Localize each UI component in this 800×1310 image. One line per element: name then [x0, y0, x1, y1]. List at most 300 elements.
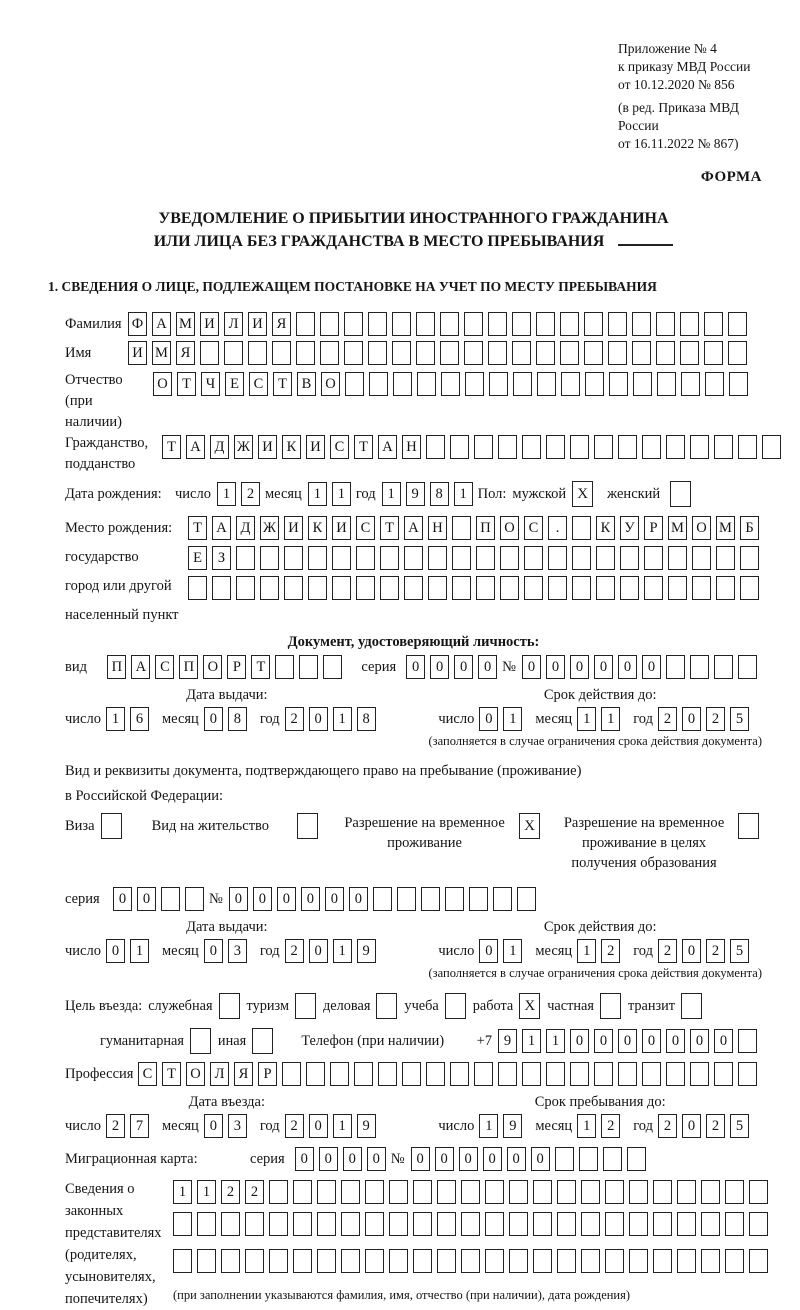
cell-box[interactable] [509, 1180, 528, 1204]
cell-box[interactable]: 9 [498, 1029, 517, 1053]
cell-box[interactable]: 5 [730, 939, 749, 963]
cell-box[interactable] [365, 1180, 384, 1204]
cell-box[interactable] [656, 312, 675, 336]
cell-box[interactable]: А [152, 312, 171, 336]
cell-box[interactable] [522, 435, 541, 459]
cell-box[interactable] [354, 1062, 373, 1086]
cell-box[interactable] [725, 1249, 744, 1273]
cell-box[interactable] [428, 546, 447, 570]
cell-box[interactable]: 1 [333, 939, 352, 963]
cell-box[interactable] [320, 312, 339, 336]
cell-box[interactable] [533, 1212, 552, 1236]
purpose-ucheba-checkbox[interactable] [445, 993, 466, 1019]
cell-box[interactable]: 3 [228, 939, 247, 963]
id-until-day[interactable] [479, 707, 527, 731]
birth-year-field[interactable] [382, 482, 478, 506]
cell-box[interactable] [716, 576, 735, 600]
entry-day[interactable] [106, 1114, 154, 1138]
cell-box[interactable] [572, 546, 591, 570]
cell-box[interactable] [633, 372, 652, 396]
cell-box[interactable] [524, 546, 543, 570]
cell-box[interactable] [488, 341, 507, 365]
cell-box[interactable]: Н [402, 435, 421, 459]
cell-box[interactable]: Н [428, 516, 447, 540]
cell-box[interactable] [413, 1180, 432, 1204]
cell-box[interactable] [513, 372, 532, 396]
cell-box[interactable] [594, 1062, 613, 1086]
stay-until-year[interactable] [658, 1114, 754, 1138]
cell-box[interactable] [236, 546, 255, 570]
cell-box[interactable] [690, 655, 709, 679]
cell-box[interactable]: В [297, 372, 316, 396]
cell-box[interactable]: М [152, 341, 171, 365]
cell-box[interactable] [517, 887, 536, 911]
cell-box[interactable]: 1 [173, 1180, 192, 1204]
cell-box[interactable]: 0 [204, 1114, 223, 1138]
cell-box[interactable] [389, 1212, 408, 1236]
cell-box[interactable]: 2 [706, 1114, 725, 1138]
cell-box[interactable] [173, 1249, 192, 1273]
cell-box[interactable]: Ч [201, 372, 220, 396]
cell-box[interactable]: С [330, 435, 349, 459]
cell-box[interactable]: Я [234, 1062, 253, 1086]
cell-box[interactable] [365, 1212, 384, 1236]
cell-box[interactable] [320, 341, 339, 365]
cell-box[interactable]: 0 [570, 1029, 589, 1053]
cell-box[interactable] [200, 341, 219, 365]
cell-box[interactable] [690, 1062, 709, 1086]
cell-box[interactable]: 2 [658, 939, 677, 963]
purpose-sluzhebnaya-checkbox[interactable] [219, 993, 240, 1019]
cell-box[interactable] [296, 341, 315, 365]
permit-until-month[interactable] [577, 939, 625, 963]
cell-box[interactable]: 9 [357, 939, 376, 963]
cell-box[interactable] [296, 312, 315, 336]
cell-box[interactable]: 0 [343, 1147, 362, 1171]
female-checkbox[interactable] [670, 481, 691, 507]
cell-box[interactable] [738, 1029, 757, 1053]
cell-box[interactable] [608, 341, 627, 365]
cell-box[interactable]: К [596, 516, 615, 540]
cell-box[interactable]: 0 [531, 1147, 550, 1171]
cell-box[interactable] [740, 576, 759, 600]
cell-box[interactable] [260, 546, 279, 570]
cell-box[interactable] [440, 341, 459, 365]
cell-box[interactable] [393, 372, 412, 396]
cell-box[interactable]: А [212, 516, 231, 540]
cell-box[interactable] [714, 435, 733, 459]
cell-box[interactable]: 0 [618, 655, 637, 679]
cell-box[interactable] [560, 341, 579, 365]
purpose-tranzit-checkbox[interactable] [681, 993, 702, 1019]
cell-box[interactable] [380, 576, 399, 600]
cell-box[interactable] [317, 1212, 336, 1236]
cell-box[interactable] [161, 887, 180, 911]
cell-box[interactable] [308, 576, 327, 600]
cell-box[interactable] [465, 372, 484, 396]
cell-box[interactable] [282, 1062, 301, 1086]
cell-box[interactable] [344, 341, 363, 365]
cell-box[interactable] [668, 576, 687, 600]
cell-box[interactable] [437, 1212, 456, 1236]
cell-box[interactable]: 0 [594, 1029, 613, 1053]
cell-box[interactable] [474, 1062, 493, 1086]
cell-box[interactable]: 2 [245, 1180, 264, 1204]
cell-box[interactable]: Р [258, 1062, 277, 1086]
cell-box[interactable] [437, 1249, 456, 1273]
cell-box[interactable] [269, 1212, 288, 1236]
cell-box[interactable] [629, 1212, 648, 1236]
cell-box[interactable] [618, 1062, 637, 1086]
cell-box[interactable] [450, 1062, 469, 1086]
male-checkbox[interactable]: X [572, 481, 593, 507]
cell-box[interactable]: 0 [411, 1147, 430, 1171]
cell-box[interactable] [317, 1249, 336, 1273]
cell-box[interactable]: 1 [454, 482, 473, 506]
birth-month-field[interactable] [308, 482, 356, 506]
cell-box[interactable] [629, 1249, 648, 1273]
cell-box[interactable] [341, 1180, 360, 1204]
cell-box[interactable] [293, 1180, 312, 1204]
cell-box[interactable]: 2 [706, 939, 725, 963]
cell-box[interactable] [536, 312, 555, 336]
cell-box[interactable] [356, 546, 375, 570]
cell-box[interactable] [260, 576, 279, 600]
representatives-row-2[interactable] [173, 1212, 773, 1236]
representatives-row-3[interactable] [173, 1249, 773, 1273]
cell-box[interactable] [373, 887, 392, 911]
permit-until-day[interactable] [479, 939, 527, 963]
cell-box[interactable] [681, 372, 700, 396]
cell-box[interactable] [493, 887, 512, 911]
cell-box[interactable] [609, 372, 628, 396]
cell-box[interactable] [557, 1180, 576, 1204]
cell-box[interactable]: С [524, 516, 543, 540]
birthplace-row-3[interactable] [188, 576, 764, 600]
cell-box[interactable]: С [138, 1062, 157, 1086]
cell-box[interactable] [402, 1062, 421, 1086]
cell-box[interactable] [749, 1180, 768, 1204]
cell-box[interactable]: П [476, 516, 495, 540]
cell-box[interactable] [666, 655, 685, 679]
cell-box[interactable] [440, 312, 459, 336]
cell-box[interactable]: 1 [577, 939, 596, 963]
doc-type-field[interactable] [107, 655, 347, 679]
cell-box[interactable] [509, 1249, 528, 1273]
cell-box[interactable]: И [258, 435, 277, 459]
cell-box[interactable] [284, 576, 303, 600]
cell-box[interactable] [489, 372, 508, 396]
cell-box[interactable] [738, 1062, 757, 1086]
cell-box[interactable]: 1 [197, 1180, 216, 1204]
cell-box[interactable]: 0 [618, 1029, 637, 1053]
cell-box[interactable] [512, 341, 531, 365]
cell-box[interactable] [452, 546, 471, 570]
cell-box[interactable] [680, 312, 699, 336]
cell-box[interactable]: А [186, 435, 205, 459]
cell-box[interactable]: 0 [277, 887, 296, 911]
cell-box[interactable] [536, 341, 555, 365]
cell-box[interactable]: З [212, 546, 231, 570]
cell-box[interactable] [245, 1249, 264, 1273]
purpose-gumanitarnaya-checkbox[interactable] [190, 1028, 211, 1054]
cell-box[interactable]: А [404, 516, 423, 540]
purpose-delovaya-checkbox[interactable] [376, 993, 397, 1019]
id-issue-day[interactable] [106, 707, 154, 731]
cell-box[interactable] [368, 341, 387, 365]
cell-box[interactable] [704, 341, 723, 365]
cell-box[interactable]: И [200, 312, 219, 336]
cell-box[interactable]: . [548, 516, 567, 540]
cell-box[interactable]: 1 [577, 1114, 596, 1138]
visa-checkbox[interactable] [101, 813, 122, 839]
cell-box[interactable] [344, 312, 363, 336]
cell-box[interactable]: 0 [479, 707, 498, 731]
cell-box[interactable] [714, 1062, 733, 1086]
migration-number-field[interactable] [411, 1147, 651, 1171]
cell-box[interactable]: 1 [106, 707, 125, 731]
cell-box[interactable] [509, 1212, 528, 1236]
cell-box[interactable] [332, 546, 351, 570]
cell-box[interactable]: 9 [406, 482, 425, 506]
cell-box[interactable]: 9 [357, 1114, 376, 1138]
migration-seriya-field[interactable] [295, 1147, 391, 1171]
permit-issue-year[interactable] [285, 939, 381, 963]
cell-box[interactable] [560, 312, 579, 336]
cell-box[interactable] [632, 312, 651, 336]
cell-box[interactable]: 0 [229, 887, 248, 911]
cell-box[interactable]: И [306, 435, 325, 459]
cell-box[interactable]: П [107, 655, 126, 679]
cell-box[interactable] [293, 1212, 312, 1236]
cell-box[interactable] [332, 576, 351, 600]
cell-box[interactable]: 0 [325, 887, 344, 911]
cell-box[interactable]: Д [210, 435, 229, 459]
cell-box[interactable]: 1 [503, 707, 522, 731]
cell-box[interactable] [677, 1212, 696, 1236]
stay-until-day[interactable] [479, 1114, 527, 1138]
cell-box[interactable] [557, 1212, 576, 1236]
cell-box[interactable]: 2 [601, 1114, 620, 1138]
cell-box[interactable]: О [153, 372, 172, 396]
permit-seriya-field[interactable] [113, 887, 209, 911]
cell-box[interactable] [445, 887, 464, 911]
cell-box[interactable] [546, 435, 565, 459]
cell-box[interactable]: 0 [367, 1147, 386, 1171]
cell-box[interactable]: 2 [601, 939, 620, 963]
cell-box[interactable] [197, 1212, 216, 1236]
cell-box[interactable]: 2 [706, 707, 725, 731]
cell-box[interactable]: 0 [309, 939, 328, 963]
cell-box[interactable] [629, 1180, 648, 1204]
cell-box[interactable] [272, 341, 291, 365]
cell-box[interactable]: 0 [309, 1114, 328, 1138]
cell-box[interactable] [570, 1062, 589, 1086]
cell-box[interactable]: Л [210, 1062, 229, 1086]
cell-box[interactable] [308, 546, 327, 570]
doc-seriya-field[interactable] [406, 655, 502, 679]
cell-box[interactable]: 1 [332, 482, 351, 506]
cell-box[interactable]: 0 [478, 655, 497, 679]
citizenship-field[interactable] [162, 435, 786, 459]
cell-box[interactable]: 2 [285, 707, 304, 731]
cell-box[interactable] [248, 341, 267, 365]
doc-number-field[interactable] [522, 655, 762, 679]
cell-box[interactable] [572, 576, 591, 600]
permit-number-field[interactable] [229, 887, 541, 911]
cell-box[interactable] [323, 655, 342, 679]
phone-field[interactable] [498, 1029, 762, 1053]
cell-box[interactable]: С [155, 655, 174, 679]
cell-box[interactable] [452, 516, 471, 540]
cell-box[interactable] [450, 435, 469, 459]
cell-box[interactable]: 2 [221, 1180, 240, 1204]
id-until-year[interactable] [658, 707, 754, 731]
cell-box[interactable]: Д [236, 516, 255, 540]
cell-box[interactable]: М [668, 516, 687, 540]
cell-box[interactable]: И [128, 341, 147, 365]
entry-month[interactable] [204, 1114, 252, 1138]
cell-box[interactable] [740, 546, 759, 570]
cell-box[interactable]: 1 [217, 482, 236, 506]
cell-box[interactable]: 0 [459, 1147, 478, 1171]
cell-box[interactable]: 0 [570, 655, 589, 679]
cell-box[interactable] [729, 372, 748, 396]
cell-box[interactable]: 2 [106, 1114, 125, 1138]
cell-box[interactable] [464, 312, 483, 336]
id-issue-month[interactable] [204, 707, 252, 731]
cell-box[interactable]: 0 [301, 887, 320, 911]
cell-box[interactable]: К [282, 435, 301, 459]
cell-box[interactable]: 8 [228, 707, 247, 731]
cell-box[interactable] [632, 341, 651, 365]
cell-box[interactable]: 0 [507, 1147, 526, 1171]
cell-box[interactable] [476, 546, 495, 570]
cell-box[interactable] [627, 1147, 646, 1171]
cell-box[interactable]: 1 [382, 482, 401, 506]
cell-box[interactable] [548, 546, 567, 570]
cell-box[interactable] [618, 435, 637, 459]
cell-box[interactable]: 7 [130, 1114, 149, 1138]
cell-box[interactable] [668, 546, 687, 570]
cell-box[interactable] [584, 341, 603, 365]
cell-box[interactable] [653, 1180, 672, 1204]
cell-box[interactable] [404, 546, 423, 570]
cell-box[interactable] [389, 1249, 408, 1273]
cell-box[interactable] [581, 1212, 600, 1236]
cell-box[interactable]: 0 [546, 655, 565, 679]
entry-year[interactable] [285, 1114, 381, 1138]
cell-box[interactable]: А [131, 655, 150, 679]
cell-box[interactable]: С [249, 372, 268, 396]
cell-box[interactable]: 0 [642, 1029, 661, 1053]
cell-box[interactable] [738, 655, 757, 679]
cell-box[interactable] [512, 312, 531, 336]
cell-box[interactable] [392, 312, 411, 336]
cell-box[interactable]: Р [644, 516, 663, 540]
cell-box[interactable]: О [500, 516, 519, 540]
cell-box[interactable] [212, 576, 231, 600]
cell-box[interactable] [275, 655, 294, 679]
cell-box[interactable] [714, 655, 733, 679]
cell-box[interactable] [666, 1062, 685, 1086]
cell-box[interactable] [594, 435, 613, 459]
cell-box[interactable] [725, 1180, 744, 1204]
cell-box[interactable]: 0 [113, 887, 132, 911]
cell-box[interactable] [461, 1212, 480, 1236]
cell-box[interactable] [306, 1062, 325, 1086]
cell-box[interactable]: Т [177, 372, 196, 396]
cell-box[interactable] [561, 372, 580, 396]
cell-box[interactable]: К [308, 516, 327, 540]
cell-box[interactable] [642, 435, 661, 459]
cell-box[interactable] [596, 546, 615, 570]
cell-box[interactable]: 0 [682, 707, 701, 731]
cell-box[interactable] [474, 435, 493, 459]
cell-box[interactable] [426, 1062, 445, 1086]
cell-box[interactable] [293, 1249, 312, 1273]
cell-box[interactable]: 5 [730, 1114, 749, 1138]
cell-box[interactable] [380, 546, 399, 570]
cell-box[interactable] [397, 887, 416, 911]
cell-box[interactable] [642, 1062, 661, 1086]
cell-box[interactable] [555, 1147, 574, 1171]
cell-box[interactable]: 1 [546, 1029, 565, 1053]
purpose-turizm-checkbox[interactable] [295, 993, 316, 1019]
purpose-rabota-checkbox[interactable]: X [519, 993, 540, 1019]
cell-box[interactable] [404, 576, 423, 600]
cell-box[interactable]: 0 [430, 655, 449, 679]
cell-box[interactable] [416, 341, 435, 365]
cell-box[interactable] [579, 1147, 598, 1171]
cell-box[interactable] [581, 1249, 600, 1273]
cell-box[interactable]: Т [251, 655, 270, 679]
cell-box[interactable] [546, 1062, 565, 1086]
cell-box[interactable]: Т [162, 1062, 181, 1086]
cell-box[interactable]: 0 [479, 939, 498, 963]
cell-box[interactable] [345, 372, 364, 396]
cell-box[interactable] [368, 312, 387, 336]
cell-box[interactable] [421, 887, 440, 911]
permit-issue-month[interactable] [204, 939, 252, 963]
cell-box[interactable]: 0 [406, 655, 425, 679]
cell-box[interactable] [605, 1180, 624, 1204]
cell-box[interactable] [417, 372, 436, 396]
cell-box[interactable] [245, 1212, 264, 1236]
cell-box[interactable] [185, 887, 204, 911]
cell-box[interactable] [413, 1212, 432, 1236]
cell-box[interactable] [236, 576, 255, 600]
document-number-blank[interactable] [618, 230, 673, 246]
cell-box[interactable] [221, 1212, 240, 1236]
cell-box[interactable]: 0 [454, 655, 473, 679]
cell-box[interactable] [533, 1249, 552, 1273]
cell-box[interactable]: 0 [682, 1114, 701, 1138]
cell-box[interactable]: И [284, 516, 303, 540]
cell-box[interactable]: М [176, 312, 195, 336]
cell-box[interactable] [644, 546, 663, 570]
cell-box[interactable]: 0 [204, 707, 223, 731]
cell-box[interactable]: Т [354, 435, 373, 459]
cell-box[interactable] [705, 372, 724, 396]
cell-box[interactable]: 8 [357, 707, 376, 731]
cell-box[interactable] [725, 1212, 744, 1236]
cell-box[interactable] [581, 1180, 600, 1204]
cell-box[interactable]: Т [273, 372, 292, 396]
cell-box[interactable] [572, 516, 591, 540]
cell-box[interactable]: 1 [601, 707, 620, 731]
cell-box[interactable] [299, 655, 318, 679]
